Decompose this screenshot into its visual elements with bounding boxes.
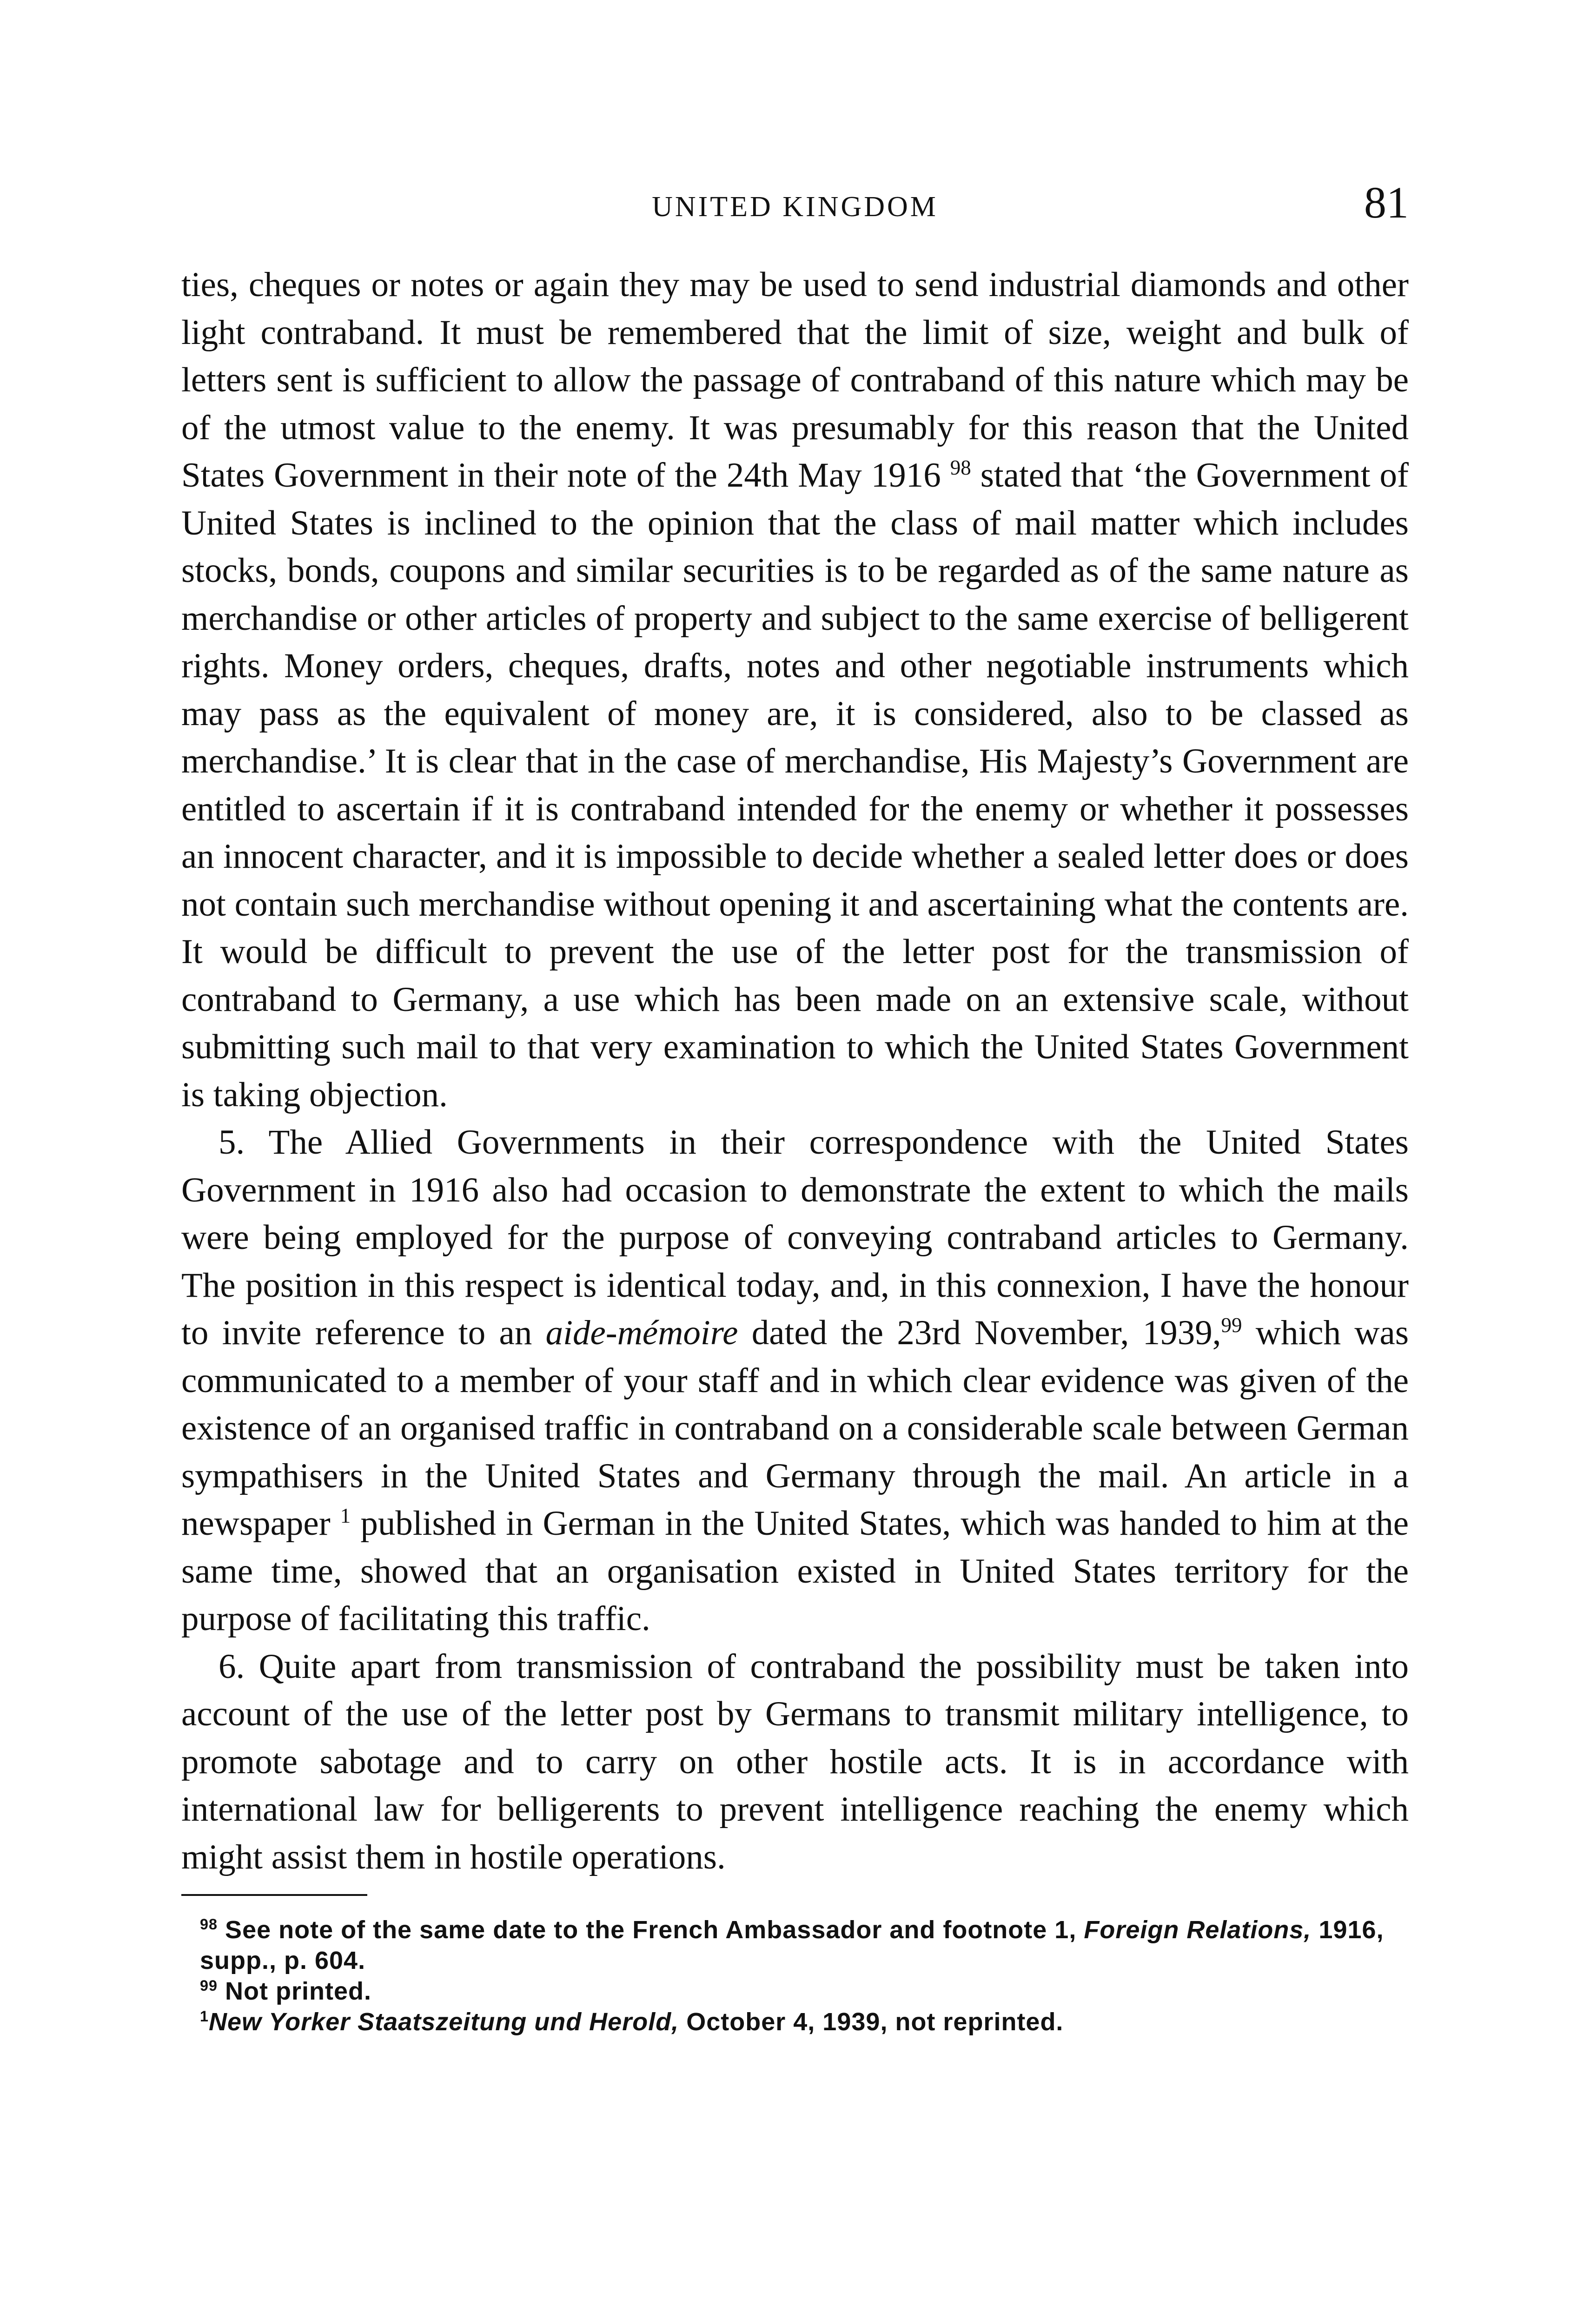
page-header bbox=[181, 177, 1409, 242]
footnote-ref-1: 1 bbox=[340, 1504, 351, 1527]
paragraph-6: 6. Quite apart from transmission of contraband the possibility must be taken into account of the use of the letter post by Germans to transmit military intelligence, to promote sabotage and to carry on other hostile acts. It is in accordance with international law for belligerents to prevent intelligence reaching the enemy which might assist them in hostile operations. bbox=[181, 1647, 1409, 1876]
paragraph-text: stated that ‘the Government of United States is inclined to the opinion that the class of mail matter which includes stocks, bonds, coupons and similar securities is to be regarded as of the same nature as merchandise or other articles of property and subject to the same exercise of belligerent rights. Money orders, cheques, drafts, notes and other negotiable instruments which may pass as the equivalent of money are, it is considered, also to be classed as merchandise.’ It is clear that in the case of merchandise, His Majesty’s Government are entitled to ascertain if it is contraband intended for the enemy or whether it possesses an innocent character, and it is impossible to decide whether a sealed letter does or does not contain such merchandise without opening it and ascertaining what the contents are. It would be difficult to prevent the use of the letter post for the transmission of contraband to Germany, a use which has been made on an extensive scale, without submitting such mail to that very examination to which the United States Government is taking objection. bbox=[181, 456, 1409, 1114]
paragraph-text: published in German in the United States, which was handed to him at the same time, showed that an organisation existed in United States territory for the purpose of facilitating this traffic. bbox=[181, 1504, 1409, 1638]
paragraph-text: 5. The Allied Governments in their correspondence with the United States Government in 1916 also had occasion to demonstrate the extent to which the mails were being employed for the purpose of conveying contraband articles to Germany. The position in this respect is identical today, and, in this connexion, I have the honour to invite reference to an bbox=[181, 1123, 1409, 1352]
footnote-text: 1916, supp., p. 604. bbox=[200, 1916, 1384, 1974]
footnote-text: See note of the same date to the French Ambassador and footnote 1, bbox=[225, 1916, 1077, 1944]
footnote-mark: 99 bbox=[200, 1977, 218, 1994]
paragraph-text: which was communicated to a member of your staff and in which clear evidence was given of the existence of an organised traffic in contraband on a considerable scale between German sympathisers in the United States and Germany through the mail. An article in a newspaper bbox=[181, 1314, 1409, 1543]
page-number: 81 bbox=[1364, 178, 1409, 227]
paragraph-5 bbox=[181, 1119, 1409, 1643]
footnote-text: Not printed. bbox=[225, 1977, 372, 2005]
body-text bbox=[181, 261, 1409, 1881]
footnote-1 bbox=[181, 2007, 1409, 2037]
document-page bbox=[181, 177, 1409, 2037]
running-head: UNITED KINGDOM bbox=[652, 191, 938, 223]
footnote-mark: 1 bbox=[200, 2008, 209, 2025]
footnote-ref-98: 98 bbox=[950, 456, 971, 479]
footnote-rule bbox=[181, 1894, 367, 1896]
footnote-text: October 4, 1939, not reprinted. bbox=[686, 2008, 1064, 2036]
footnote-ref-99: 99 bbox=[1221, 1314, 1242, 1337]
footnote-mark: 98 bbox=[200, 1916, 218, 1933]
italic-term: aide-mémoire bbox=[545, 1314, 738, 1352]
paragraph-continued bbox=[181, 261, 1409, 1119]
footnote-italic: New Yorker Staatszeitung und Herold, bbox=[209, 2008, 679, 2036]
footnote-98 bbox=[181, 1915, 1409, 1976]
footnotes bbox=[181, 1915, 1409, 2037]
paragraph-text: dated the 23rd November, 1939, bbox=[751, 1314, 1221, 1352]
paragraph-text: ties, cheques or notes or again they may be used to send industrial diamonds and other light contraband. It must be remembered that the limit of size, weight and bulk of letters sent is sufficient to allow the passage of contraband of this nature which may be of the utmost value to the enemy. It was presumably for this reason that the United States Government in their note of the 24th May 1916 bbox=[181, 265, 1409, 495]
footnote-italic: Foreign Relations, bbox=[1084, 1916, 1312, 1944]
footnote-99 bbox=[181, 1976, 1409, 2007]
